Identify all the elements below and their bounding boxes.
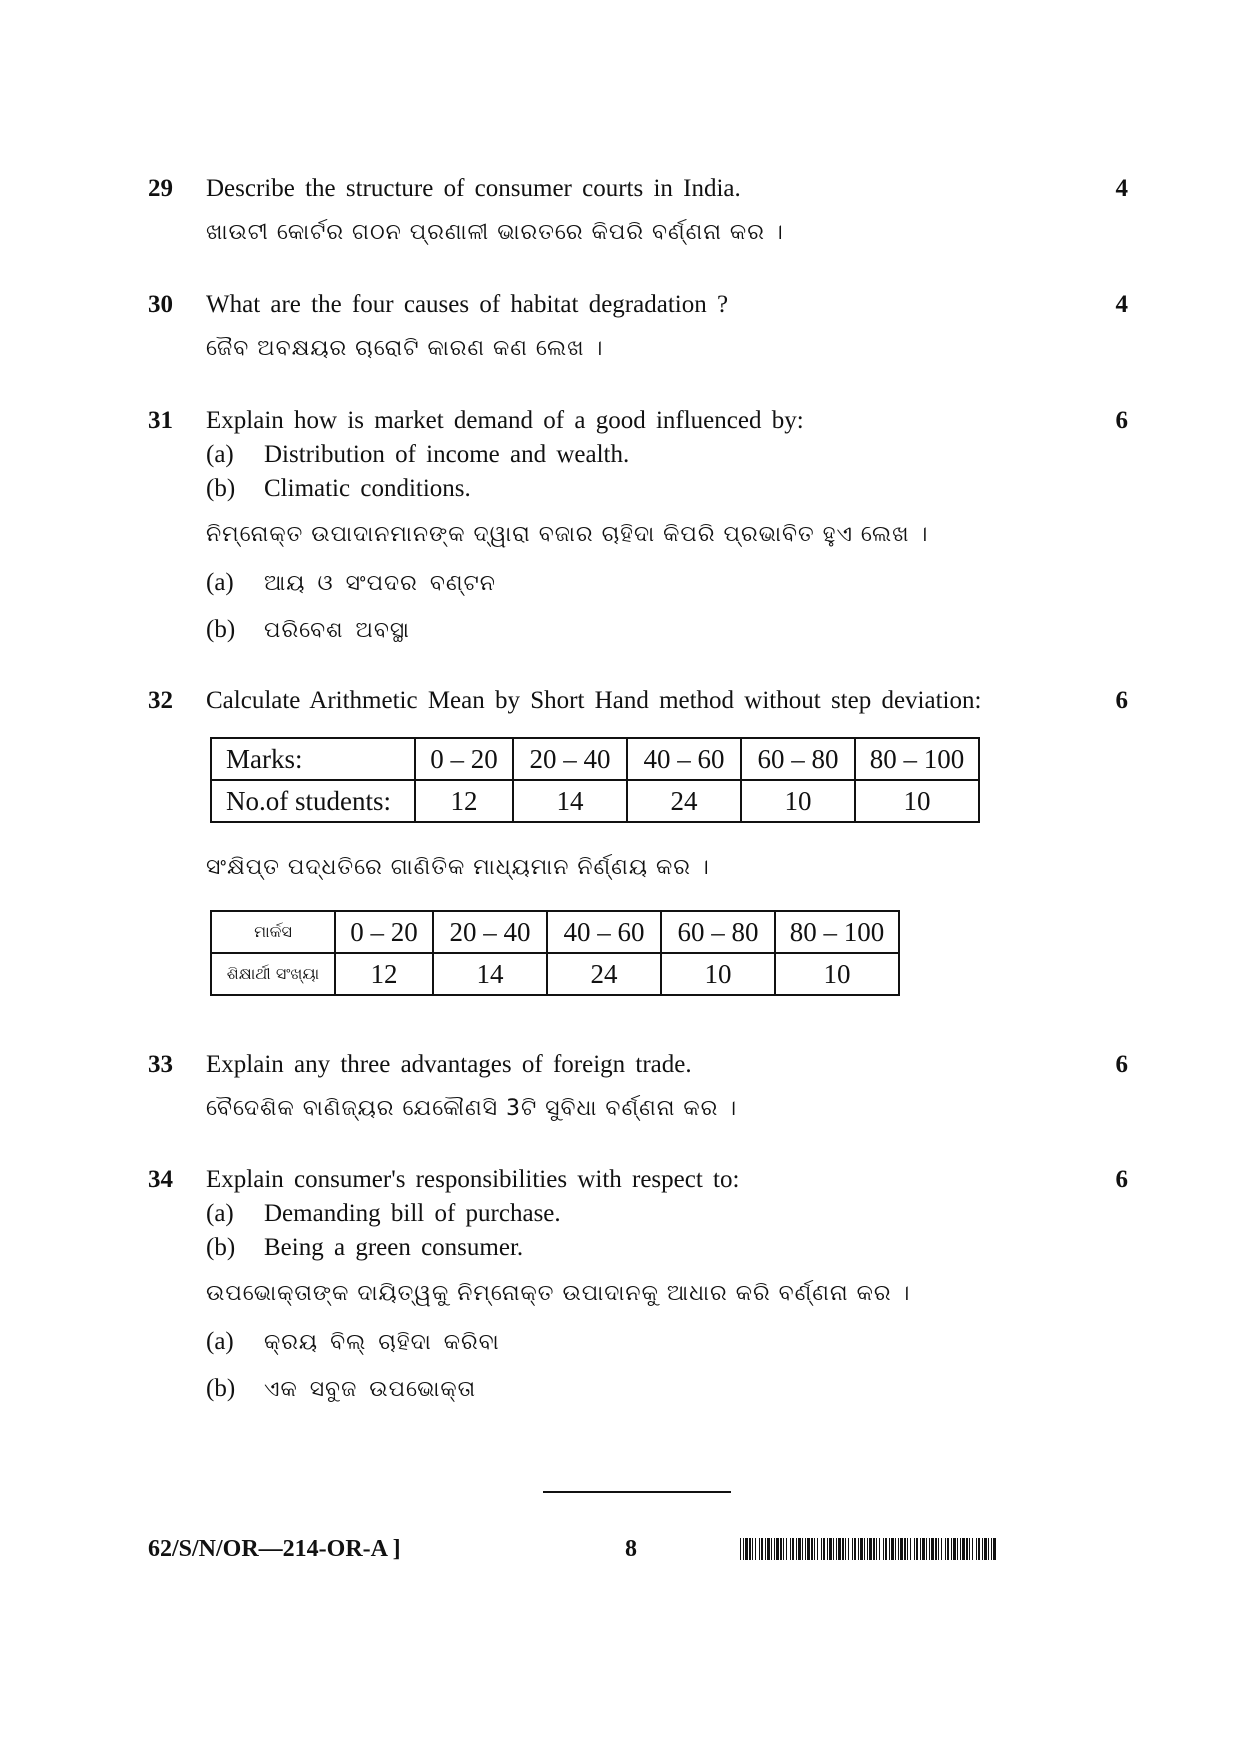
question-text-en: Explain consumer's responsibilities with respect to:: [206, 1166, 740, 1193]
table-cell: 40 – 60: [627, 738, 741, 780]
sub-item-od: (b) ଏକ ସବୁଜ ଉପଭୋକ୍ତା: [206, 1375, 477, 1402]
question-marks: 6: [1115, 687, 1128, 714]
question-text-en: Explain any three advantages of foreign trade.: [206, 1051, 692, 1078]
table-cell: 20 – 40: [513, 738, 627, 780]
table-row-header: ମାର୍କସ: [211, 911, 335, 953]
question-marks: 6: [1115, 1051, 1128, 1078]
table-cell: 12: [335, 953, 433, 995]
question-text-od: ସଂକ୍ଷିପ୍ତ ପଦ୍ଧତିରେ ଗାଣିତିକ ମାଧ୍ୟମାନ ନିର୍ଣ୍ଣୟ କର ।: [206, 855, 710, 880]
sub-item-en: (b) Being a green consumer.: [206, 1234, 524, 1261]
question-number: 32: [148, 687, 173, 714]
sub-item-en: (a) Distribution of income and wealth.: [206, 441, 630, 468]
question-number: 31: [148, 407, 173, 434]
table-cell: 14: [513, 780, 627, 822]
sub-item-en: (a) Demanding bill of purchase.: [206, 1200, 561, 1227]
question-marks: 4: [1115, 291, 1128, 318]
paper-code: 62/S/N/OR—214-OR-A ]: [148, 1536, 401, 1562]
sub-item-en: (b) Climatic conditions.: [206, 475, 471, 502]
table-row: [211, 953, 899, 995]
table-row-header: ଶିକ୍ଷାର୍ଥୀ ସଂଖ୍ୟା: [211, 953, 335, 995]
table-cell: 80 – 100: [775, 911, 899, 953]
table-row: [211, 911, 899, 953]
question-text-od: ଉପଭୋକ୍ତାଙ୍କ ଦାୟିତ୍ୱକୁ ନିମ୍ନୋକ୍ତ ଉପାଦାନକୁ ଆଧାର କରି ବର୍ଣ୍ଣନା କର ।: [206, 1281, 911, 1306]
table-cell: 24: [547, 953, 661, 995]
frequency-table-od: [210, 910, 900, 996]
table-cell: 10: [741, 780, 855, 822]
table-cell: 12: [415, 780, 513, 822]
question-text-od: ବୈଦେଶିକ ବାଣିଜ୍ୟର ଯେକୌଣସି 3ଟି ସୁବିଧା ବର୍ଣ୍ଣନା କର ।: [206, 1096, 738, 1121]
table-cell: 0 – 20: [415, 738, 513, 780]
page-number: 8: [625, 1536, 637, 1562]
question-number: 29: [148, 175, 173, 202]
table-cell: 10: [775, 953, 899, 995]
table-cell: 60 – 80: [741, 738, 855, 780]
table-row-header: Marks:: [211, 738, 415, 780]
table-cell: 14: [433, 953, 547, 995]
table-row: [211, 738, 979, 780]
question-marks: 6: [1115, 1166, 1128, 1193]
table-cell: 20 – 40: [433, 911, 547, 953]
question-number: 33: [148, 1051, 173, 1078]
table-cell: 10: [855, 780, 979, 822]
question-text-od: ନିମ୍ନୋକ୍ତ ଉପାଦାନମାନଙ୍କ ଦ୍ୱାରା ବଜାର ଚାହିଦା କିପରି ପ୍ରଭାବିତ ହୁଏ ଲେଖ ।: [206, 522, 929, 547]
table-cell: 40 – 60: [547, 911, 661, 953]
question-marks: 4: [1115, 175, 1128, 202]
question-text-en: What are the four causes of habitat degradation ?: [206, 291, 729, 318]
sub-item-od: (a) କ୍ରୟ ବିଲ୍ ଚାହିଦା କରିବା: [206, 1328, 500, 1355]
end-rule: [543, 1491, 731, 1493]
question-marks: 6: [1115, 407, 1128, 434]
question-text-od: ଖାଉଟୀ କୋର୍ଟର ଗଠନ ପ୍ରଣାଳୀ ଭାରତରେ କିପରି ବର୍ଣ୍ଣନା କର ।: [206, 220, 784, 245]
question-text-en: Calculate Arithmetic Mean by Short Hand method without step deviation:: [206, 687, 982, 714]
question-text-od: ଜୈବ ଅବକ୍ଷୟର ଚାରୋଟି କାରଣ କଣ ଲେଖ ।: [206, 336, 604, 361]
question-number: 30: [148, 291, 173, 318]
table-row: [211, 780, 979, 822]
question-text-en: Describe the structure of consumer courts in India.: [206, 175, 741, 202]
table-cell: 60 – 80: [661, 911, 775, 953]
table-cell: 24: [627, 780, 741, 822]
barcode-icon: [740, 1538, 996, 1560]
table-cell: 80 – 100: [855, 738, 979, 780]
question-text-en: Explain how is market demand of a good influenced by:: [206, 407, 804, 434]
table-cell: 0 – 20: [335, 911, 433, 953]
sub-item-od: (b) ପରିବେଶ ଅବସ୍ଥା: [206, 616, 410, 643]
frequency-table-en: [210, 737, 980, 823]
table-cell: 10: [661, 953, 775, 995]
question-number: 34: [148, 1166, 173, 1193]
table-row-header: No.of students:: [211, 780, 415, 822]
sub-item-od: (a) ଆୟ ଓ ସଂପଦର ବଣ୍ଟନ: [206, 569, 496, 596]
